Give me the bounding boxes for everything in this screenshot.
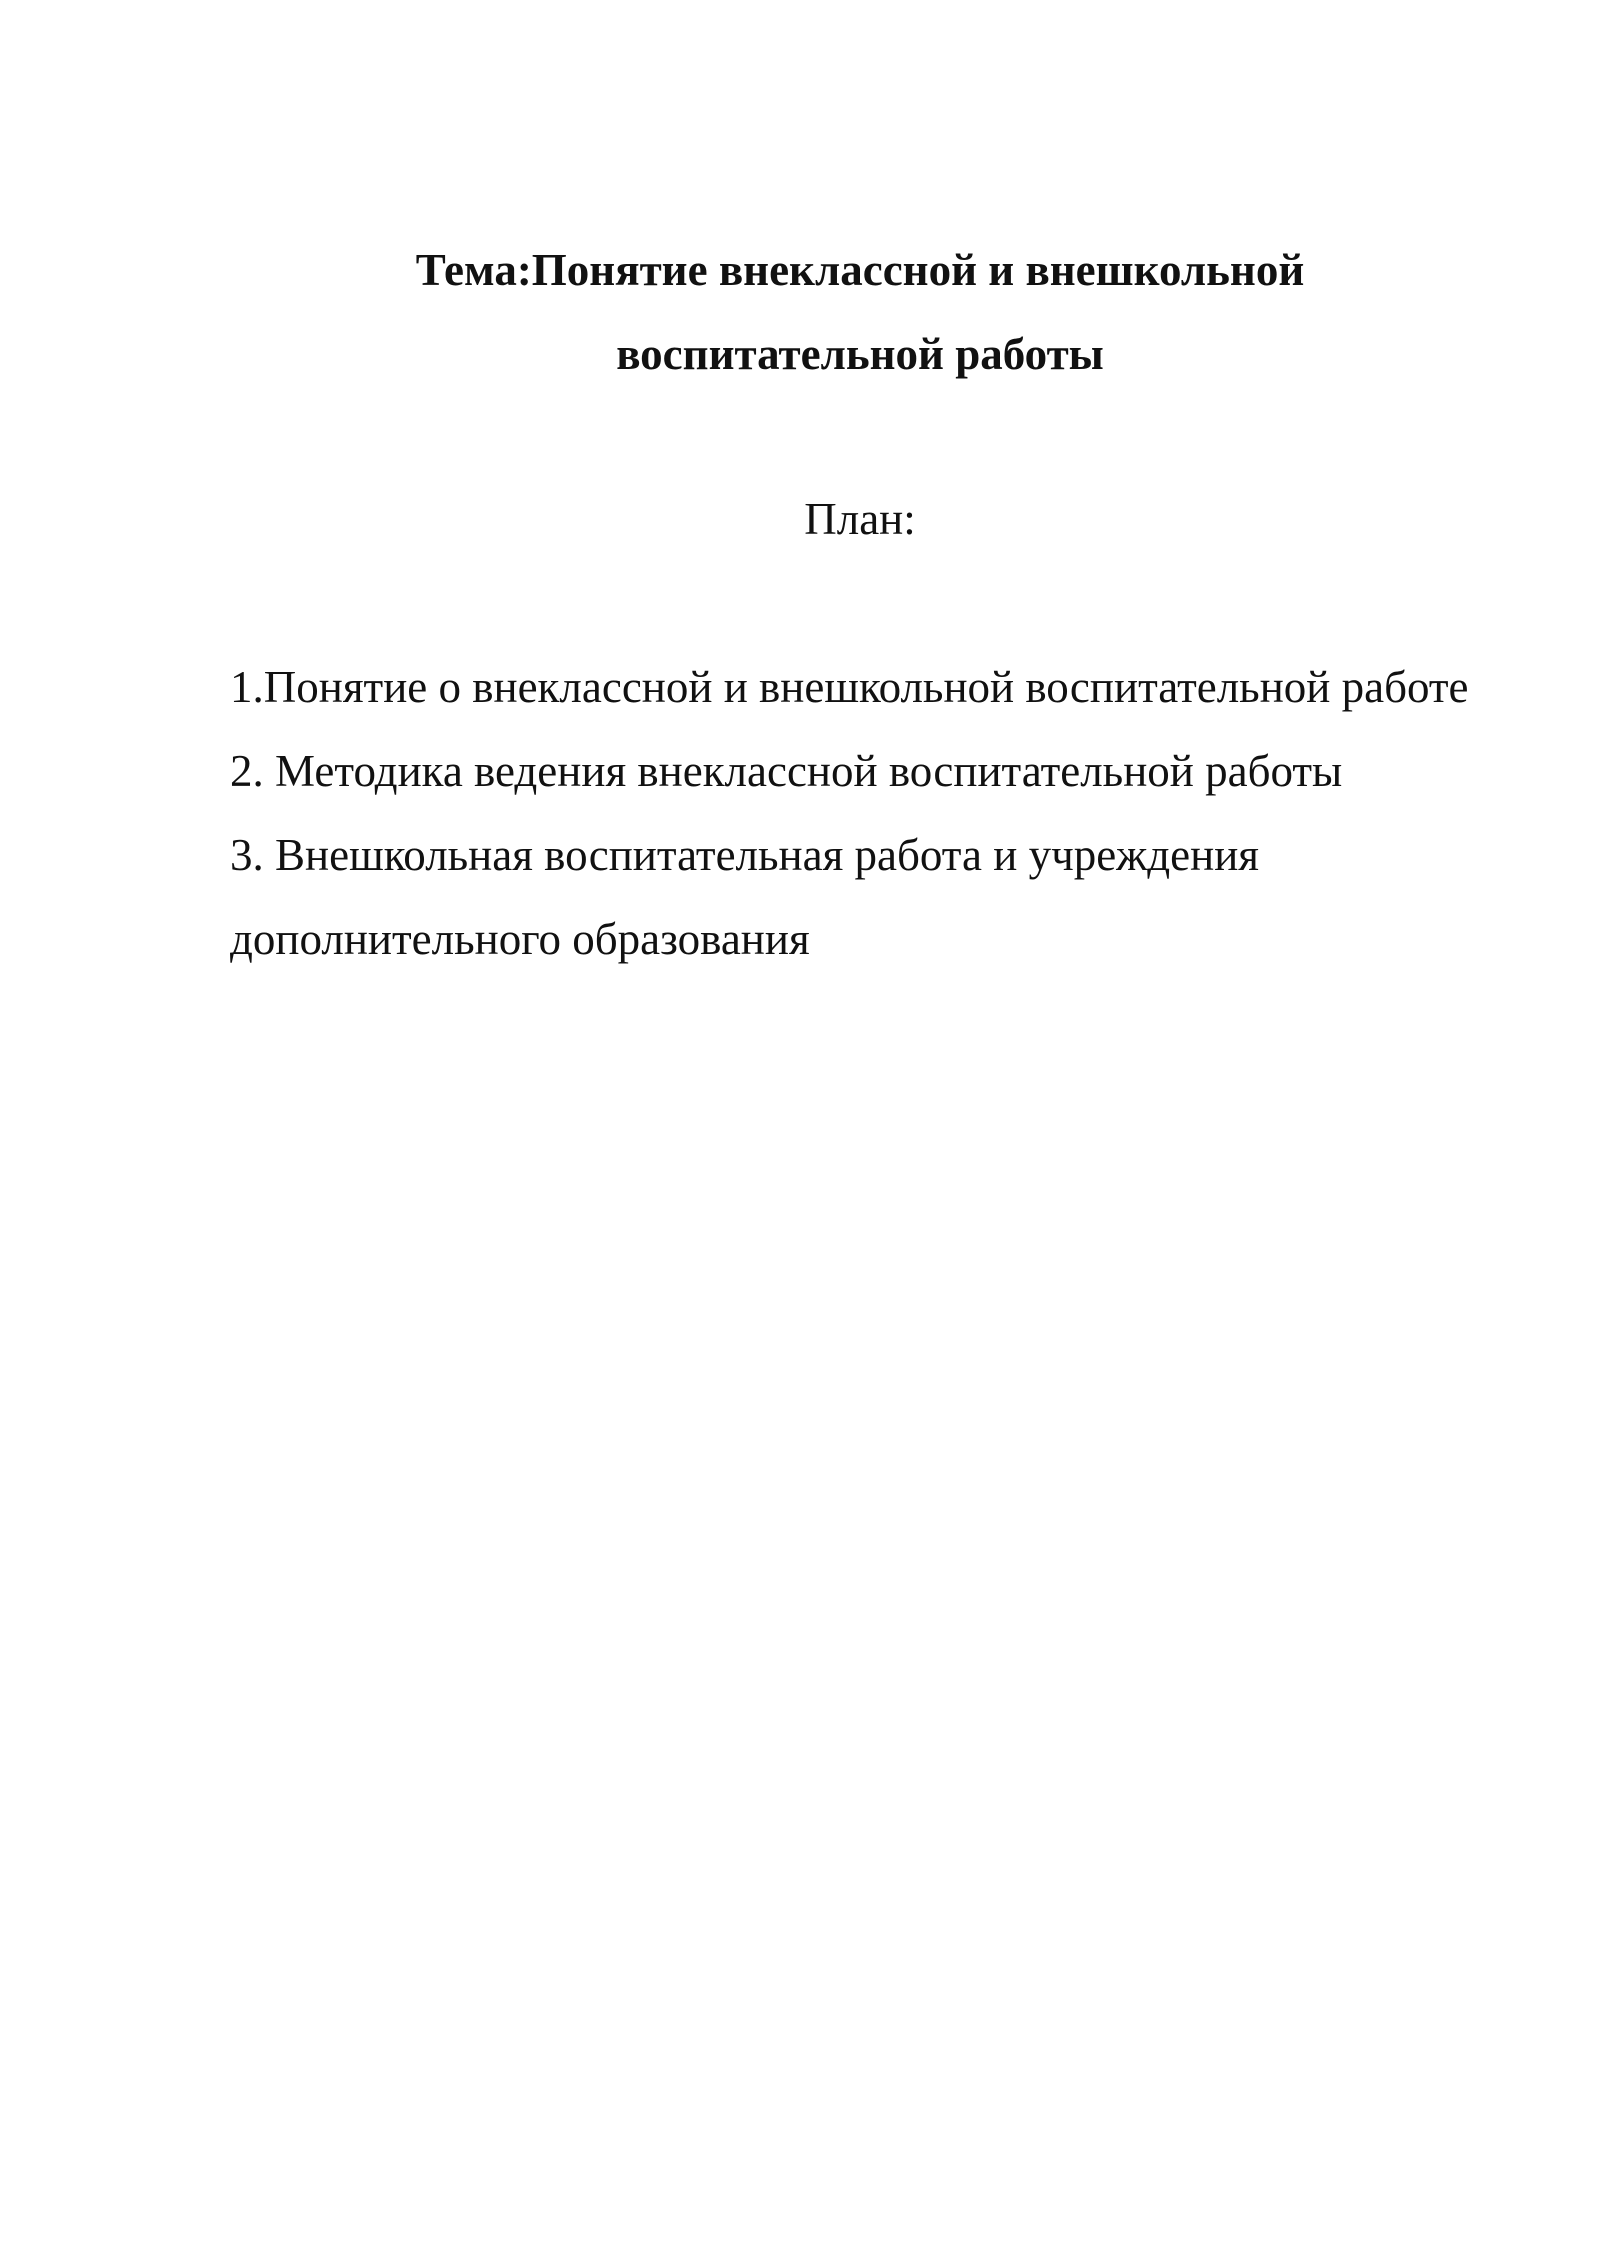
plan-item-2: 2. Методика ведения внеклассной воспитательной работы: [230, 746, 1343, 796]
plan-list: [230, 645, 1490, 981]
plan-item-1: 1.Понятие о внеклассной и внешкольной воспитательной работе: [230, 662, 1469, 712]
title-line-1: Тема:Понятие внеклассной и внешкольной: [415, 245, 1305, 295]
plan-item-3: 3. Внешкольная воспитательная работа и учреждения дополнительного образования: [230, 830, 1260, 964]
plan-heading: План:: [804, 494, 916, 544]
document-title: [230, 228, 1490, 396]
title-line-2: воспитательной работы: [616, 329, 1104, 379]
